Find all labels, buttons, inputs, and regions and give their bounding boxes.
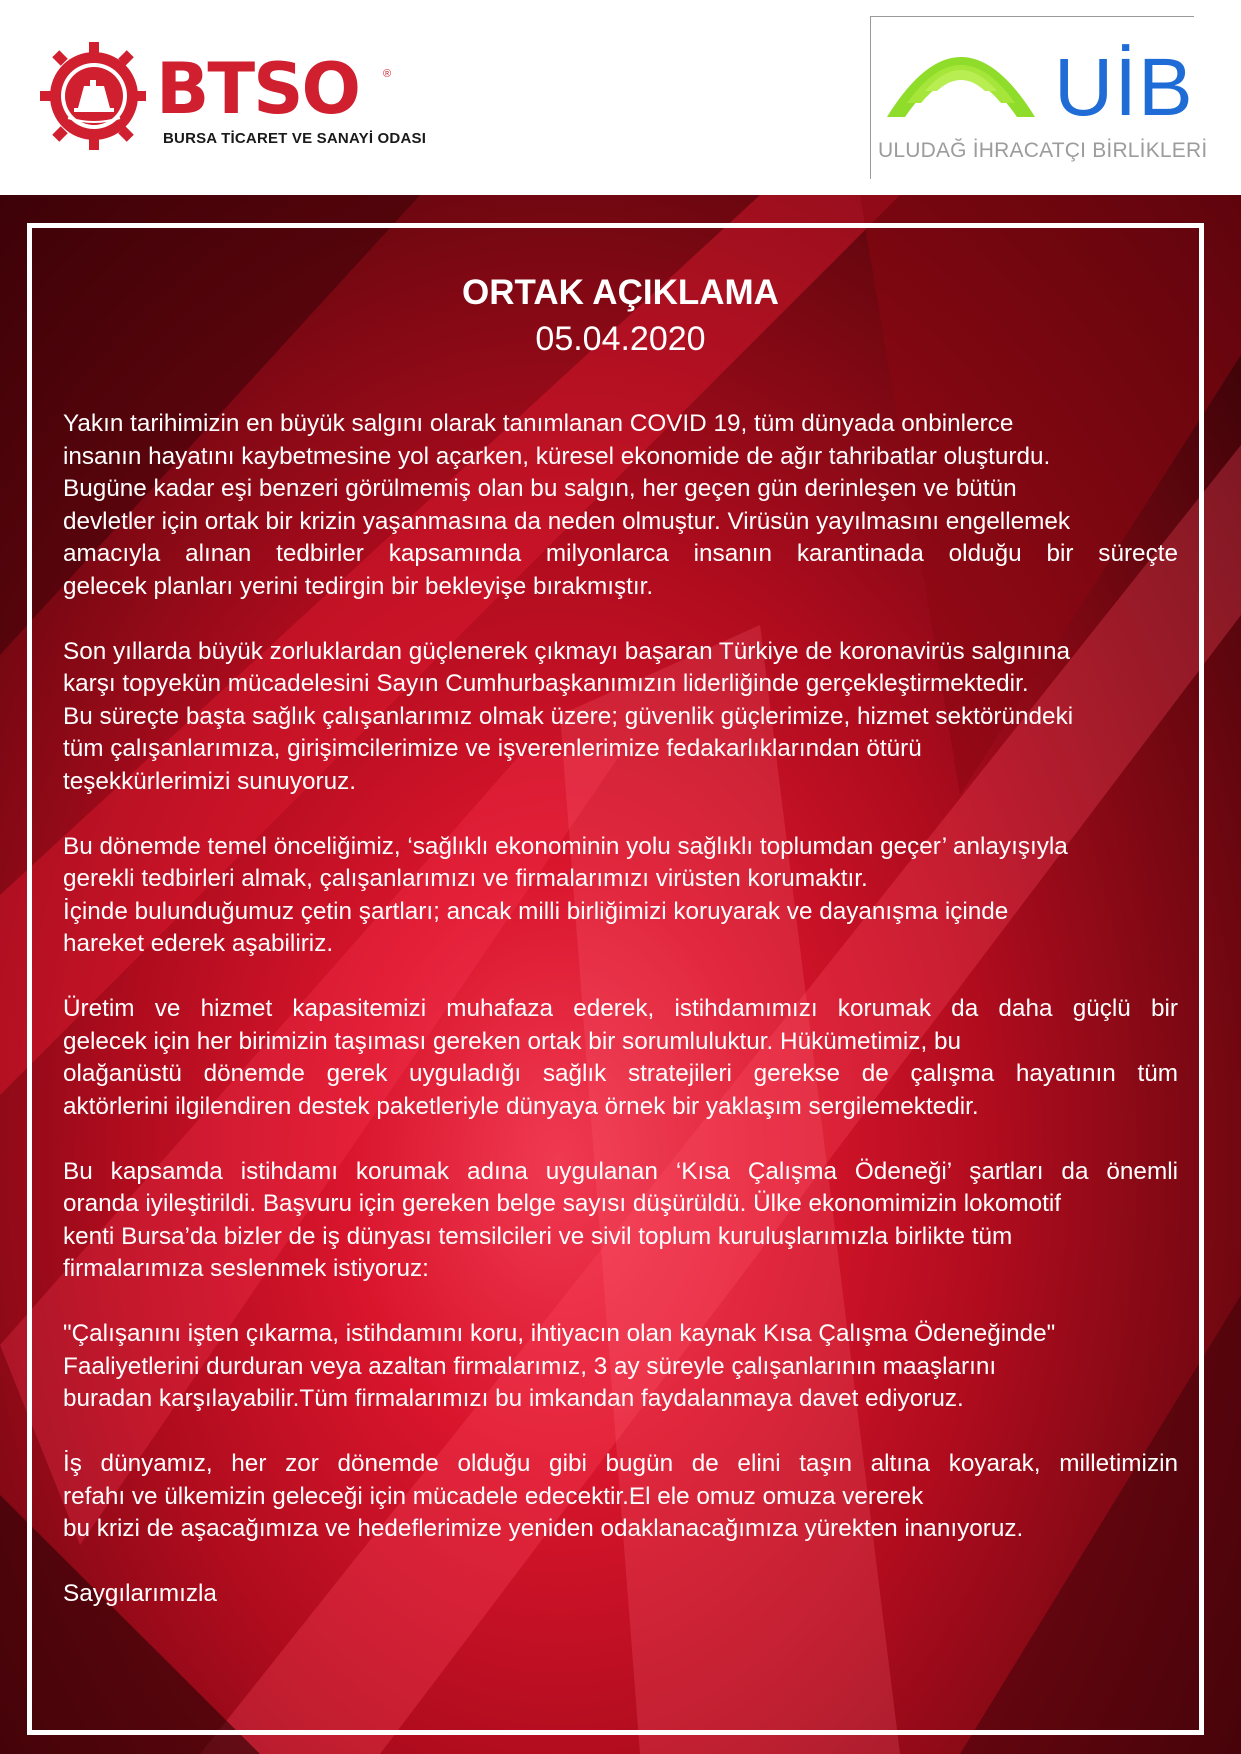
paragraph-line: Üretim ve hizmet kapasitemizi muhafaza ederek, istihdamımızı korumak da daha güçlü bir bbox=[63, 995, 1178, 1022]
paragraph-line: buradan karşılayabilir.Tüm firmalarımızı bu imkandan faydalanmaya davet ediyoruz. bbox=[63, 1385, 964, 1412]
paragraph-line: tüm çalışanlarımıza, girişimcilerimize ve işverenlerimize fedakarlıklarından ötürü bbox=[63, 735, 922, 762]
paragraph-line: teşekkürlerimizi sunuyoruz. bbox=[63, 767, 357, 795]
paragraph bbox=[63, 636, 1178, 799]
uib-wordmark: UİB bbox=[1054, 42, 1194, 133]
paragraph bbox=[63, 1448, 1178, 1546]
paragraph-line: Yakın tarihimizin en büyük salgını olarak tanımlanan COVID 19, tüm dünyada onbinlerce bbox=[63, 410, 1014, 437]
uib-subtitle: ULUDAĞ İHRACATÇI BİRLİKLERİ bbox=[878, 139, 1208, 162]
paragraph bbox=[63, 831, 1178, 961]
paragraph-line: gelecek için her birimizin taşıması gereken ortak bir sorumluluktur. Hükümetimiz, bu bbox=[63, 1027, 961, 1055]
paragraph-line: "Çalışanını işten çıkarma, istihdamını koru, ihtiyacın olan kaynak Kısa Çalışma Ödeneğinde" bbox=[63, 1320, 1056, 1347]
uib-arcs-icon bbox=[877, 17, 1045, 125]
paragraph-line: Faaliyetlerini durduran veya azaltan firmalarımız, 3 ay süreyle çalışanlarının maaşlarını bbox=[63, 1352, 997, 1380]
paragraph-line: İş dünyamız, her zor dönemde olduğu gibi bugün de elini taşın altına koyarak, milletimizin bbox=[63, 1450, 1178, 1477]
paragraph bbox=[63, 1156, 1178, 1286]
announcement-panel bbox=[0, 195, 1241, 1754]
statement-body bbox=[63, 408, 1178, 1643]
paragraph bbox=[63, 1578, 1178, 1611]
paragraph-line: Bugüne kadar eşi benzeri görülmemiş olan bu salgın, her geçen gün derinleşen ve bütün bbox=[63, 475, 1017, 502]
paragraph-line: gerekli tedbirleri almak, çalışanlarımızı ve firmalarımızı virüsten korumaktır. bbox=[63, 865, 868, 892]
paragraph-line: olağanüstü dönemde gerek uyguladığı sağlık stratejileri gerekse de çalışma hayatının tüm bbox=[63, 1060, 1178, 1087]
paragraph-line: aktörlerini ilgilendiren destek paketleriyle dünyaya örnek bir yaklaşım sergilemektedir. bbox=[63, 1092, 979, 1120]
document-title: ORTAK AÇIKLAMA bbox=[462, 273, 779, 312]
paragraph-line: bu krizi de aşacağımıza ve hedeflerimize yeniden odaklanacağımıza yürekten inanıyoruz. bbox=[63, 1515, 1024, 1542]
registered-mark: ® bbox=[383, 68, 392, 80]
paragraph-line: insanın hayatını kaybetmesine yol açarken, küresel ekonomide de ağır tahribatlar oluşturdu. bbox=[63, 442, 1051, 470]
letterhead bbox=[0, 0, 1241, 195]
paragraph bbox=[63, 408, 1178, 603]
paragraph-line: devletler için ortak bir krizin yaşanmasına da neden olmuştur. Virüsün yayılmasını engellemek bbox=[63, 507, 1071, 535]
paragraph-line: refahı ve ülkemizin geleceği için mücadele edecektir.El ele omuz omuza vererek bbox=[63, 1482, 924, 1510]
btso-logo bbox=[38, 40, 427, 160]
paragraph-line: hareket ederek aşabiliriz. bbox=[63, 930, 334, 957]
btso-emblem-icon bbox=[38, 40, 148, 152]
paragraph-line: oranda iyileştirildi. Başvuru için gereken belge sayısı düşürüldü. Ülke ekonomimizin lokomotif bbox=[63, 1190, 1061, 1217]
document-date: 05.04.2020 bbox=[535, 320, 706, 358]
paragraph-line: gelecek planları yerini tedirgin bir bekleyişe bırakmıştır. bbox=[63, 572, 654, 600]
paragraph-line: kenti Bursa’da bizler de iş dünyası temsilcileri ve sivil toplum kuruluşlarımızla birlikte tüm bbox=[63, 1222, 1013, 1250]
paragraph bbox=[63, 1318, 1178, 1416]
paragraph-line: karşı topyekün mücadelesini Sayın Cumhurbaşkanımızın liderliğinde gerçekleştirmektedir. bbox=[63, 670, 1029, 697]
paragraph-line: Bu süreçte başta sağlık çalışanlarımız olmak üzere; güvenlik güçlerimize, hizmet sektöründeki bbox=[63, 702, 1074, 730]
paragraph-line: amacıyla alınan tedbirler kapsamında milyonlarca insanın karantinada olduğu bir süreçte bbox=[63, 540, 1178, 567]
btso-wordmark: BTSO bbox=[156, 48, 360, 130]
paragraph-line: Saygılarımızla bbox=[63, 1580, 217, 1607]
paragraph-line: İçinde bulunduğumuz çetin şartları; ancak milli birliğimizi koruyarak ve dayanışma içinde bbox=[63, 897, 1009, 925]
paragraph-line: Son yıllarda büyük zorluklardan güçlenerek çıkmayı başaran Türkiye de koronavirüs salgınına bbox=[63, 637, 1071, 665]
btso-subtitle: BURSA TİCARET VE SANAYİ ODASI bbox=[163, 130, 427, 147]
paragraph-line: firmalarımıza seslenmek istiyoruz: bbox=[63, 1255, 429, 1282]
paragraph-line: Bu kapsamda istihdamı korumak adına uygulanan ‘Kısa Çalışma Ödeneği’ şartları da önemli bbox=[63, 1157, 1178, 1185]
paragraph bbox=[63, 993, 1178, 1123]
paragraph-line: Bu dönemde temel önceliğimiz, ‘sağlıklı ekonominin yolu sağlıklı toplumdan geçer’ anlayışıyla bbox=[63, 832, 1068, 860]
uib-logo bbox=[870, 16, 1208, 179]
